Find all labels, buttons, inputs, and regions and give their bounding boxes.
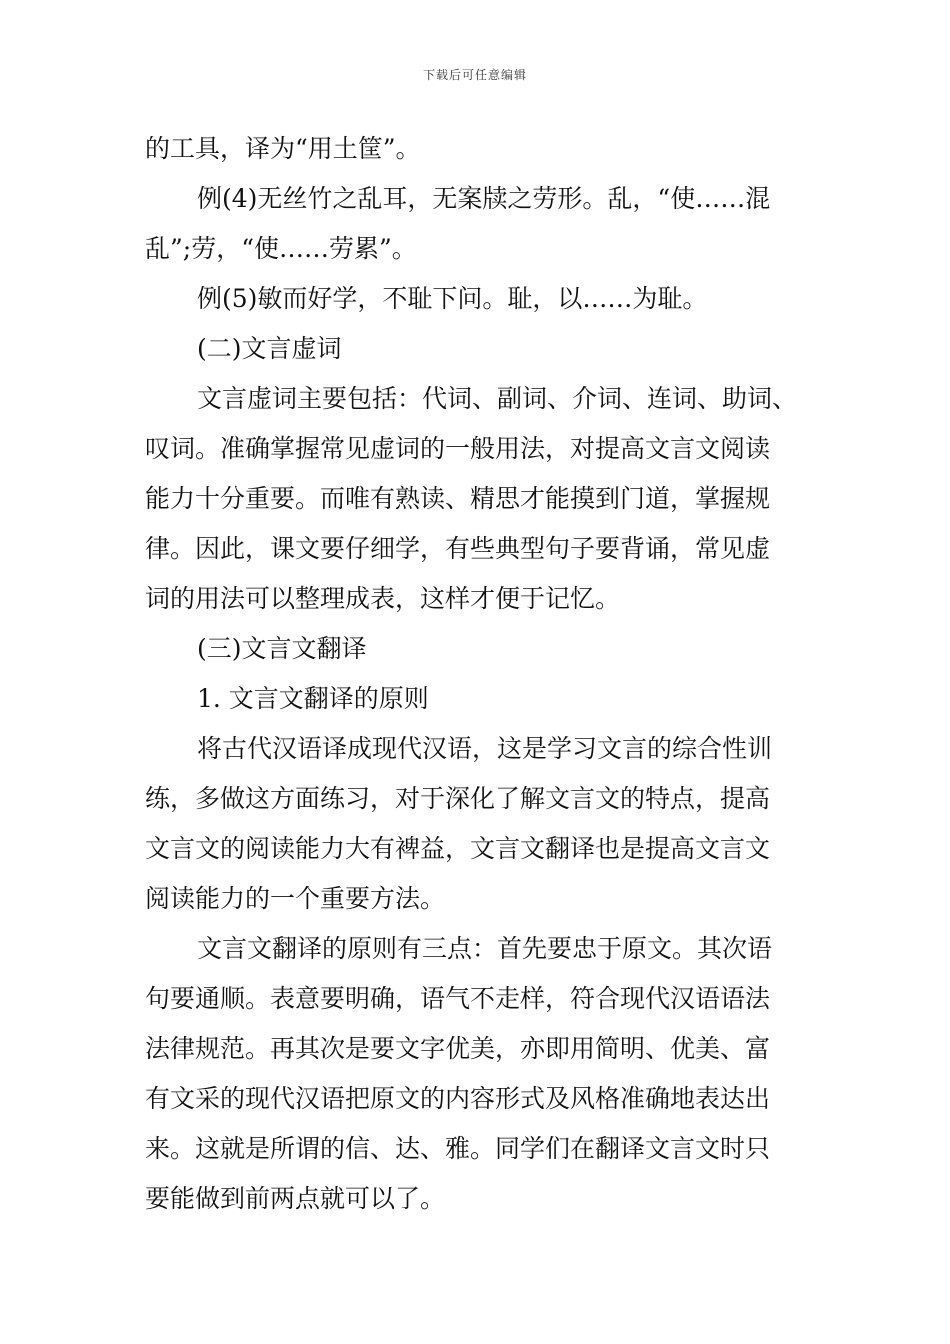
text-line: 将古代汉语译成现代汉语，这是学习文言的综合性训 xyxy=(197,734,773,763)
text-line: 律。因此，课文要仔细学，有些典型句子要背诵，常见虚 xyxy=(145,534,771,563)
text-line: 来。这就是所谓的信、达、雅。同学们在翻译文言文时只 xyxy=(145,1134,771,1163)
text-line: 文言文翻译的原则有三点：首先要忠于原文。其次语 xyxy=(197,934,773,963)
text-line: 有文采的现代汉语把原文的内容形式及风格准确地表达出 xyxy=(145,1084,771,1113)
text-line: 例(5)敏而好学，不耻下问。耻，以……为耻。 xyxy=(197,284,708,313)
text-line: 文言虚词主要包括：代词、副词、介词、连词、助词、 xyxy=(197,384,798,413)
text-line: 叹词。准确掌握常见虚词的一般用法，对提高文言文阅读 xyxy=(145,434,771,463)
text-line: 词的用法可以整理成表，这样才便于记忆。 xyxy=(145,584,621,613)
text-line: (三)文言文翻译 xyxy=(197,634,367,663)
text-line: 法律规范。再其次是要文字优美，亦即用简明、优美、富 xyxy=(145,1034,771,1063)
text-line: 练，多做这方面练习，对于深化了解文言文的特点，提高 xyxy=(145,784,771,813)
document-body xyxy=(145,124,810,1224)
text-line: 乱”;劳，“使……劳累”。 xyxy=(145,234,417,263)
text-line: 例(4)无丝竹之乱耳，无案牍之劳形。乱，“使……混 xyxy=(197,184,771,213)
text-line: (二)文言虚词 xyxy=(197,334,342,363)
text-line: 能力十分重要。而唯有熟读、精思才能摸到门道，掌握规 xyxy=(145,484,771,513)
text-line: 句要通顺。表意要明确，语气不走样，符合现代汉语语法 xyxy=(145,984,771,1013)
text-line: 要能做到前两点就可以了。 xyxy=(145,1184,446,1213)
text-line: 阅读能力的一个重要方法。 xyxy=(145,884,446,913)
text-line: 的工具，译为“用土筐”。 xyxy=(145,134,421,163)
text-line: 文言文的阅读能力大有裨益，文言文翻译也是提高文言文 xyxy=(145,834,771,863)
text-line: 1. 文言文翻译的原则 xyxy=(197,684,429,713)
page-header: 下载后可任意编辑 xyxy=(422,68,527,82)
